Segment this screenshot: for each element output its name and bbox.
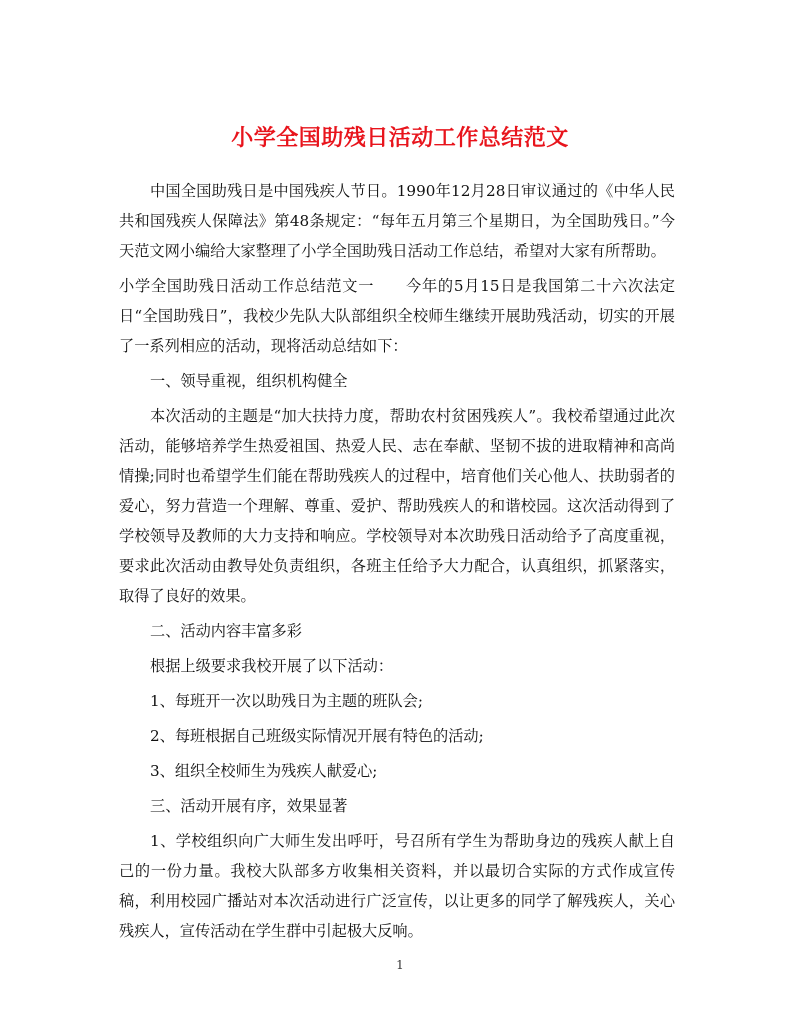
page-number: 1 — [396, 958, 404, 972]
activities-intro: 根据上级要求我校开展了以下活动： — [150, 657, 393, 675]
intro-paragraph: 中国全国助残日是中国残疾人节日。1990年12月28日审议通过的《中华人民共和国残疾人保障法》第48条规定：“每年五月第三个星期日，为全国助残日。”今天范文网小编给大家整理了小学全国助残日活动工作总结，希望对大家有所帮助。 — [119, 182, 675, 260]
section-heading-three: 三、活动开展有序，效果显著 — [150, 797, 348, 815]
theme-paragraph: 本次活动的主题是“加大扶持力度，帮助农村贫困残疾人”。我校希望通过此次活动，能够培养学生热爱祖国、热爱人民、志在奉献、坚韧不拔的进取精神和高尚情操;同时也希望学生们能在帮助残疾人的过程中，培育他们关心他人、扶助弱者的爱心，努力营造一个理解、尊重、爱护、帮助残疾人的和谐校园。这次活动得到了学校领导及教师的大力支持和响应。学校领导对本次助残日活动给予了高度重视，要求此次活动由教导处负责组织，各班主任给予大力配合，认真组织，抓紧落实，取得了良好的效果。 — [119, 407, 675, 605]
activity-item: 2、每班根据自己班级实际情况开展有特色的活动; — [150, 727, 484, 745]
document-title: 小学全国助残日活动工作总结范文 — [231, 124, 569, 151]
section-heading-two: 二、活动内容丰富多彩 — [150, 622, 302, 640]
results-paragraph: 1、学校组织向广大师生发出呼吁，号召所有学生为帮助身边的残疾人献上自己的一份力量。我校大队部多方收集相关资料，并以最切合实际的方式作成宣传稿，利用校园广播站对本次活动进行广泛宣传，以让更多的同学了解残疾人，关心残疾人，宣传活动在学生群中引起极大反响。 — [119, 832, 675, 940]
activity-item: 1、每班开一次以助残日为主题的班队会; — [150, 692, 423, 710]
section-heading-one: 一、领导重视，组织机构健全 — [150, 372, 348, 390]
document-body — [119, 176, 675, 951]
sample-one-paragraph: 小学全国助残日活动工作总结范文一 今年的5月15日是我国第二十六次法定日“全国助残日”，我校少先队大队部组织全校师生继续开展助残活动，切实的开展了一系列相应的活动，现将活动总结如下： — [119, 277, 675, 355]
activity-item: 3、组织全校师生为残疾人献爱心; — [150, 762, 378, 780]
